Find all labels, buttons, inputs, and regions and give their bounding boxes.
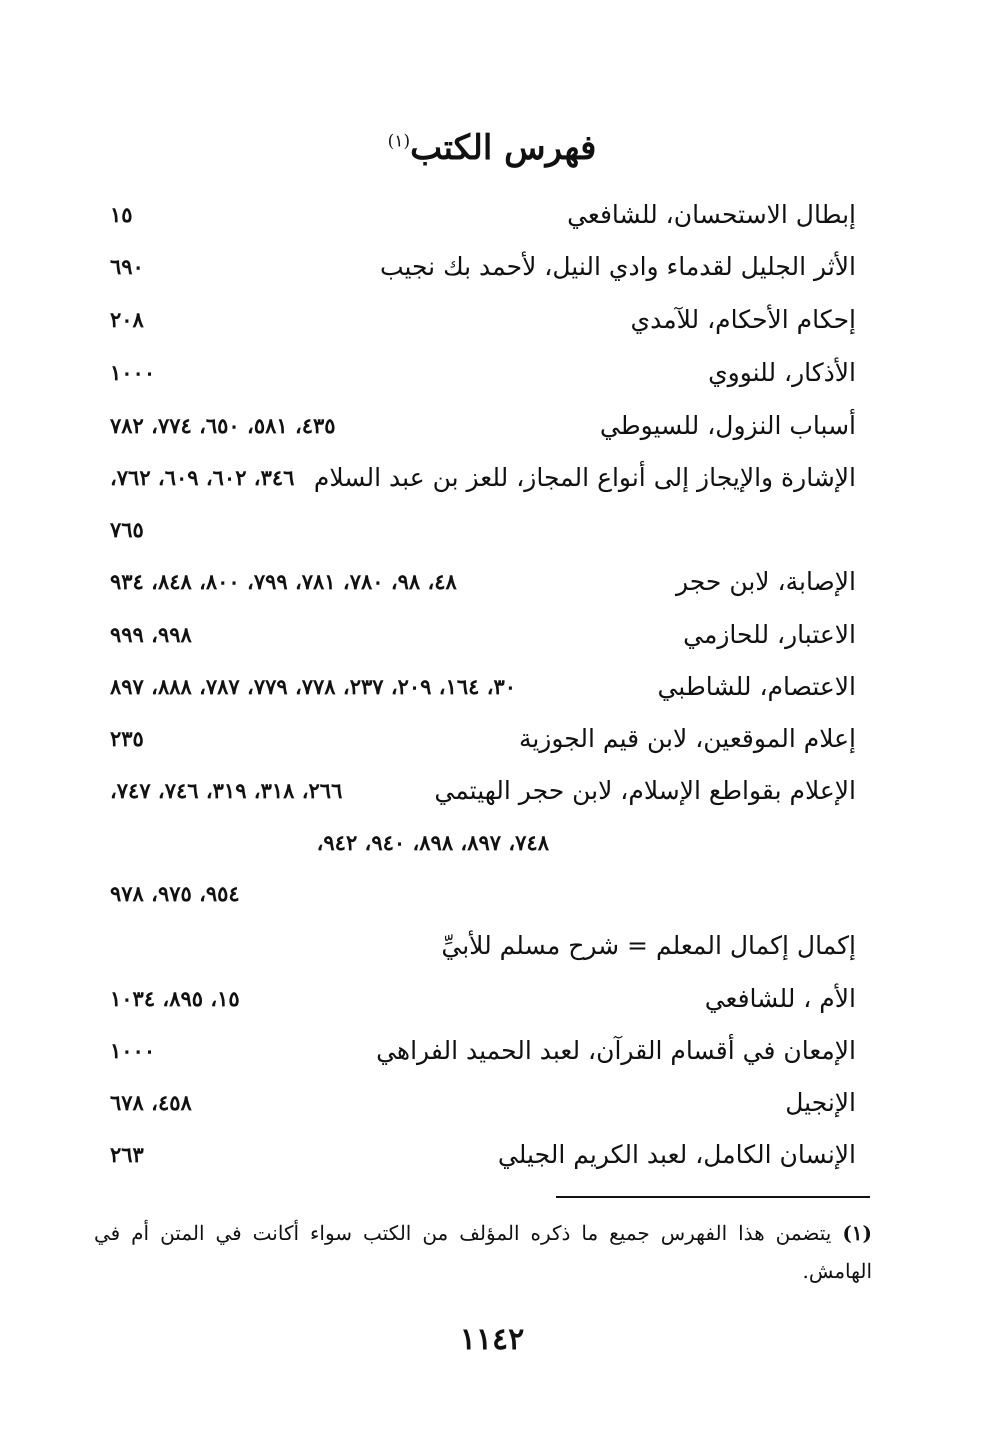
footnote-separator <box>556 1196 870 1198</box>
footnote-text: يتضمن هذا الفهرس جميع ما ذكره المؤلف من الكتب سواء أكانت في المتن أم في الهامش. <box>94 1221 872 1283</box>
title-text: فهرس الكتب <box>410 128 597 168</box>
book-title: إعلام الموقعين، لابن قيم الجوزية <box>518 724 856 753</box>
book-title: الإعلام بقواطع الإسلام، لابن حجر الهيتمي <box>434 776 856 805</box>
book-title: الإمعان في أقسام القرآن، لعبد الحميد الفراهي <box>376 1036 856 1065</box>
index-entry <box>0 1138 984 1190</box>
index-entry <box>0 409 984 461</box>
index-entry-continuation <box>0 513 984 565</box>
page-refs: ١٥ <box>110 202 133 227</box>
footnote <box>94 1214 872 1290</box>
book-title: إبطال الاستحسان، للشافعي <box>567 200 856 229</box>
index-entry <box>0 1086 984 1138</box>
footnote-number: (١) <box>842 1221 873 1245</box>
index-entry-continuation <box>0 877 984 929</box>
book-title: الإصابة، لابن حجر <box>675 567 856 596</box>
book-title: الإشارة والإيجاز إلى أنواع المجاز، للعز بن عبد السلام <box>313 463 856 492</box>
book-title: الإنجيل <box>785 1088 856 1117</box>
page-refs: ٩٥٤، ٩٧٥، ٩٧٨ <box>110 881 240 906</box>
index-entry <box>0 565 984 617</box>
book-title: الاعتصام، للشاطبي <box>657 672 856 701</box>
index-entry-continuation <box>0 826 984 878</box>
book-title: الاعتبار، للحازمي <box>683 620 856 649</box>
index-entry <box>0 356 984 408</box>
page-refs: ٢٦٣ <box>110 1142 144 1167</box>
book-title: إحكام الأحكام، للآمدي <box>630 305 856 334</box>
page-refs: ٧٤٨، ٨٩٧، ٨٩٨، ٩٤٠، ٩٤٢، <box>316 830 549 855</box>
book-title: أسباب النزول، للسيوطي <box>599 411 856 440</box>
book-title: إكمال إكمال المعلم = شرح مسلم للأبيِّ <box>441 931 856 960</box>
page-refs: ٢٠٨ <box>110 307 144 332</box>
index-entry <box>0 618 984 670</box>
book-title: الإنسان الكامل، لعبد الكريم الجيلي <box>497 1140 856 1169</box>
book-title: الأذكار، للنووي <box>708 358 856 387</box>
index-entry <box>0 774 984 826</box>
page-refs: ٢٦٦، ٣١٨، ٣١٩، ٧٤٦، ٧٤٧، <box>110 778 343 803</box>
page-refs: ٤٨، ٩٨، ٧٨٠، ٧٨١، ٧٩٩، ٨٠٠، ٨٤٨، ٩٣٤ <box>110 569 457 594</box>
title-footnote-marker: (١) <box>387 131 411 152</box>
page-number: ١١٤٢ <box>459 1322 525 1357</box>
page-refs: ١٥، ٨٩٥، ١٠٣٤ <box>110 986 240 1011</box>
index-entry <box>0 1034 984 1086</box>
book-title: الأثر الجليل لقدماء وادي النيل، لأحمد بك نجيب <box>379 252 856 281</box>
page-refs: ٣٤٦، ٦٠٢، ٦٠٩، ٧٦٢، <box>110 465 295 490</box>
index-entry <box>0 982 984 1034</box>
page-refs: ١٠٠٠ <box>110 1038 156 1063</box>
page-refs: ١٠٠٠ <box>110 360 156 385</box>
index-entry <box>0 929 984 981</box>
index-entry <box>0 250 984 302</box>
index-entry <box>0 722 984 774</box>
page-refs: ٤٥٨، ٦٧٨ <box>110 1090 192 1115</box>
index-entry <box>0 670 984 722</box>
book-title: الأم ، للشافعي <box>704 984 856 1013</box>
page-refs: ٧٦٥ <box>110 517 144 542</box>
page-refs: ٤٣٥، ٥٨١، ٦٥٠، ٧٧٤، ٧٨٢ <box>110 413 336 438</box>
page-refs: ٣٠، ١٦٤، ٢٠٩، ٢٣٧، ٧٧٨، ٧٧٩، ٧٨٧، ٨٨٨، ٨٩٧ <box>110 674 517 699</box>
index-entry <box>0 303 984 355</box>
page-refs: ٩٩٨، ٩٩٩ <box>110 622 192 647</box>
index-entry <box>0 198 984 250</box>
page-refs: ٦٩٠ <box>110 254 144 279</box>
page-title <box>0 128 984 168</box>
page-refs: ٢٣٥ <box>110 726 144 751</box>
index-entry <box>0 461 984 513</box>
